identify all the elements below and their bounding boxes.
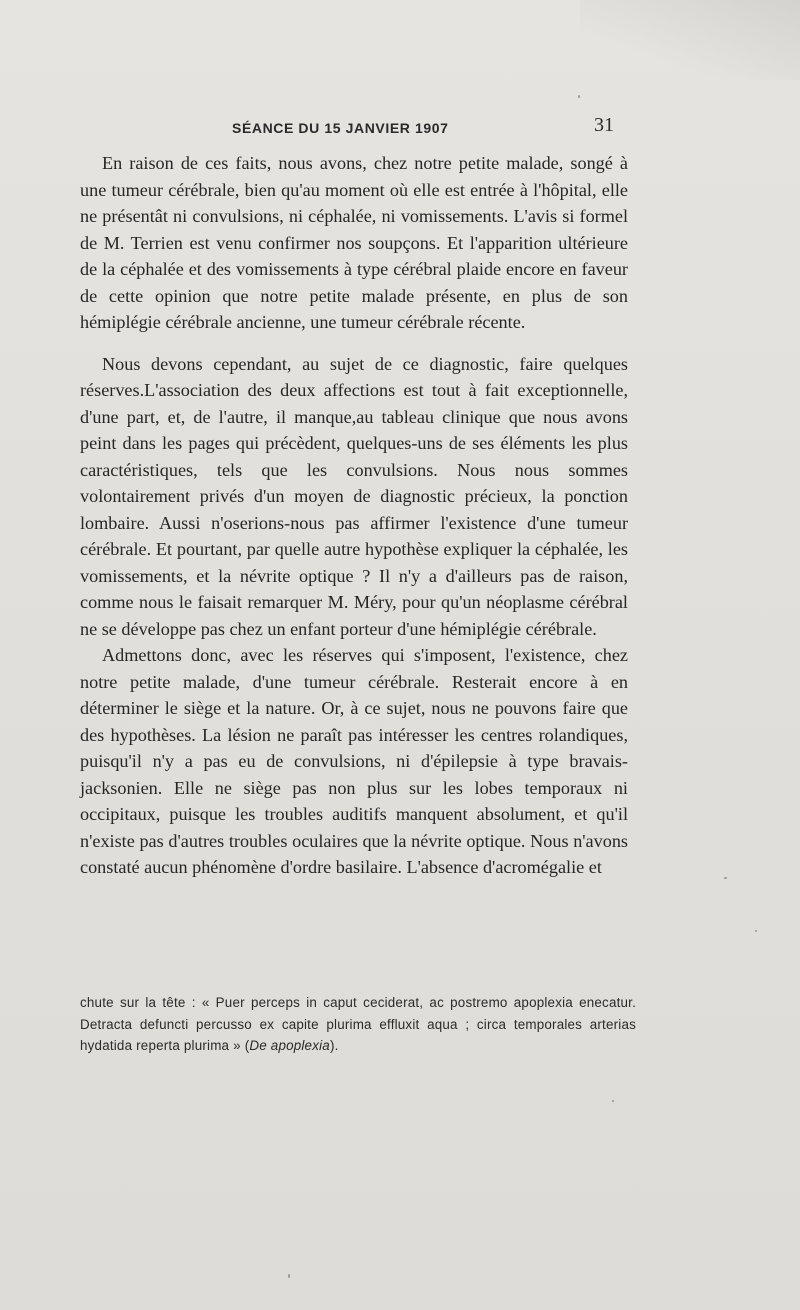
- page-edge-shadow: [580, 0, 800, 80]
- footnote-text: chute sur la tête : « Puer perceps in caput ceciderat, ac postremo apoplexia enecatur. Detracta defuncti percusso ex capite plurima effluxit aqua ; circa temporales arterias hydatida reperta plurima » (: [80, 995, 636, 1053]
- paper-speck: [578, 95, 580, 98]
- footnote: [80, 992, 636, 1057]
- paper-speck: [724, 877, 727, 879]
- running-head: [80, 114, 628, 140]
- paper-speck: [612, 1100, 614, 1102]
- paper-speck: [755, 930, 757, 932]
- paragraph: Admettons donc, avec les réserves qui s'imposent, l'existence, chez notre petite malade, d'une tumeur cérébrale. Resterait encore à en déterminer le siège et la nature. Or, à ce sujet, nous ne pouvons faire que des hypothèses. La lésion ne paraît pas intéresser les centres rolandiques, puisqu'il n'y a pas eu de convulsions, ni d'épilepsie à type bravais-jacksonien. Elle ne siège pas non plus sur les lobes temporaux ni occipitaux, puisque les troubles auditifs manquent absolument, et qu'il n'existe pas d'autres troubles oculaires que la névrite optique. Nous n'avons constaté aucun phénomène d'ordre basilaire. L'absence d'acromégalie et: [80, 645, 628, 877]
- running-title: SÉANCE DU 15 JANVIER 1907: [232, 120, 449, 136]
- body-text: [80, 150, 628, 881]
- footnote-title: De apoplexia: [249, 1038, 330, 1053]
- footnote-closing: ).: [329, 1038, 339, 1053]
- page-number: 31: [594, 114, 614, 136]
- paragraph: En raison de ces faits, nous avons, chez notre petite malade, songé à une tumeur cérébrale, bien qu'au moment où elle est entrée à l'hôpital, elle ne présentât ni convulsions, ni céphalée, ni vomissements. L'avis si formel de M. Terrien est venu confirmer nos soupçons. Et l'apparition ultérieure de la céphalée et des vomissements à type cérébral plaide encore en faveur de cette opinion que notre petite malade présente, en plus de son hémiplégie cérébrale ancienne, une tumeur cérébrale récente.: [80, 153, 628, 332]
- paragraph: Nous devons cependant, au sujet de ce diagnostic, faire quelques réserves.L'association des deux affections est tout à fait exceptionnelle, d'une part, et, de l'autre, il manque,au tableau clinique que nous avons peint dans les pages qui précèdent, quelques-uns de ses éléments les plus caractéristiques, tels que les convulsions. Nous nous sommes volontairement privés d'un moyen de diagnostic précieux, la ponction lombaire. Aussi n'oserions-nous pas affirmer l'existence d'une tumeur cérébrale. Et pourtant, par quelle autre hypothèse expliquer la céphalée, les vomissements, et la névrite optique ? Il n'y a d'ailleurs pas de raison, comme nous le faisait remarquer M. Méry, pour qu'un néoplasme cérébral ne se développe pas chez un enfant porteur d'une hémiplégie cérébrale.: [80, 353, 628, 639]
- paper-speck: [288, 1274, 290, 1278]
